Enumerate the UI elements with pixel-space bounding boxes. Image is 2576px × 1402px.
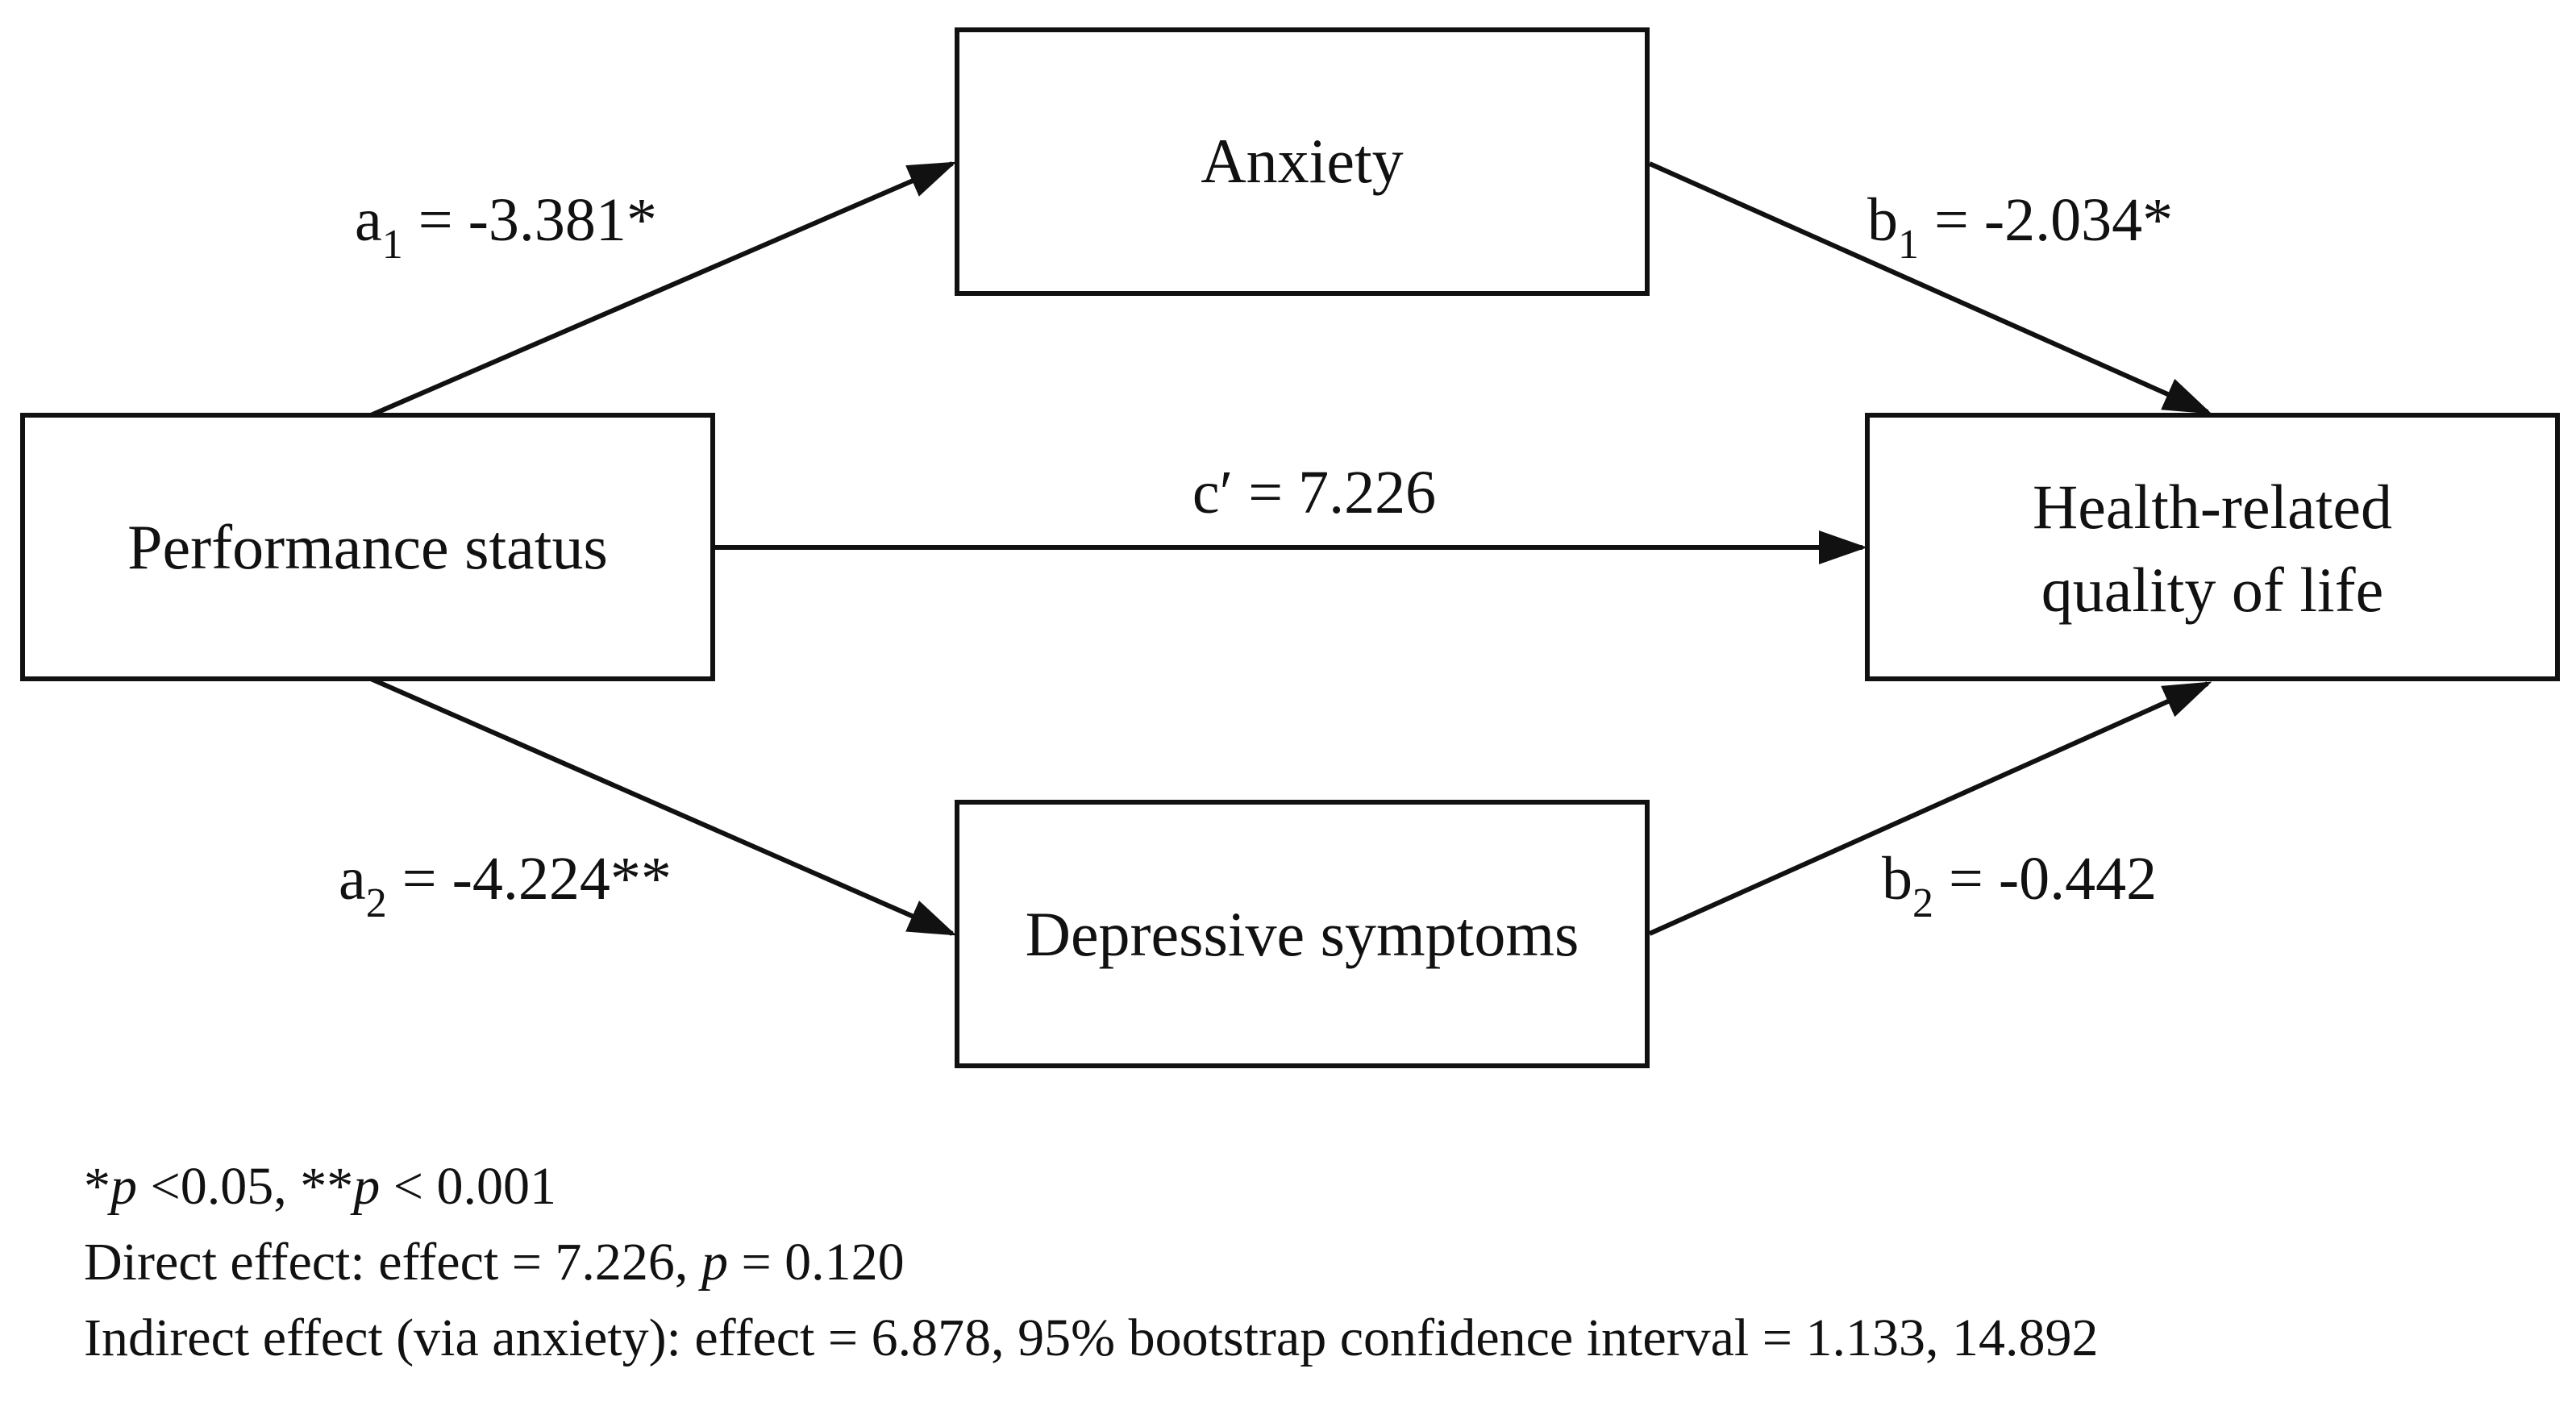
path-b2-label bbox=[1882, 845, 2157, 926]
path-a1-value: = -3.381* bbox=[402, 186, 657, 254]
sig-p-2: p bbox=[353, 1157, 381, 1216]
path-b1-value: = -2.034* bbox=[1919, 186, 2174, 254]
path-a1-subscript: 1 bbox=[381, 222, 403, 268]
path-b2-value: = -0.442 bbox=[1933, 845, 2158, 913]
path-a2-value: = -4.224** bbox=[386, 845, 672, 913]
sig-mid: <0.05, ** bbox=[137, 1157, 354, 1216]
hrqol-label-line1: Health-related bbox=[2032, 472, 2393, 542]
path-a2-symbol: a bbox=[339, 845, 366, 913]
direct-prefix: Direct effect: effect = 7.226, bbox=[84, 1233, 701, 1292]
hrqol-label-line2: quality of life bbox=[2041, 555, 2384, 625]
direct-effect-note bbox=[84, 1225, 2551, 1300]
path-b1-subscript: 1 bbox=[1898, 222, 1919, 268]
sig-end: < 0.001 bbox=[380, 1157, 556, 1216]
indirect-effect-note: Indirect effect (via anxiety): effect = 6.878, 95% bootstrap confidence interval = 1.133, 14.892 bbox=[84, 1308, 2099, 1367]
path-b1-symbol: b bbox=[1867, 186, 1898, 254]
footnotes bbox=[84, 1149, 2551, 1376]
direct-suffix: = 0.120 bbox=[727, 1233, 905, 1292]
significance-note bbox=[84, 1149, 2551, 1225]
path-a2-subscript: 2 bbox=[365, 880, 387, 926]
path-b2-subscript: 2 bbox=[1912, 880, 1933, 926]
sig-p-1: p bbox=[110, 1157, 137, 1216]
path-a1-symbol: a bbox=[355, 186, 382, 254]
sig-star: * bbox=[84, 1157, 110, 1216]
depressive-symptoms-label: Depressive symptoms bbox=[1025, 899, 1579, 969]
path-b1-label bbox=[1867, 186, 2173, 268]
anxiety-label: Anxiety bbox=[1201, 126, 1404, 196]
health-related-quality-of-life-box bbox=[1867, 415, 2557, 679]
direct-p: p bbox=[701, 1233, 728, 1292]
path-a1-label bbox=[355, 186, 657, 268]
path-a2-label bbox=[339, 845, 672, 926]
path-b2-symbol: b bbox=[1882, 845, 1912, 913]
path-c-prime-label: c′ = 7.226 bbox=[1192, 459, 1437, 526]
performance-status-label: Performance status bbox=[127, 512, 608, 582]
